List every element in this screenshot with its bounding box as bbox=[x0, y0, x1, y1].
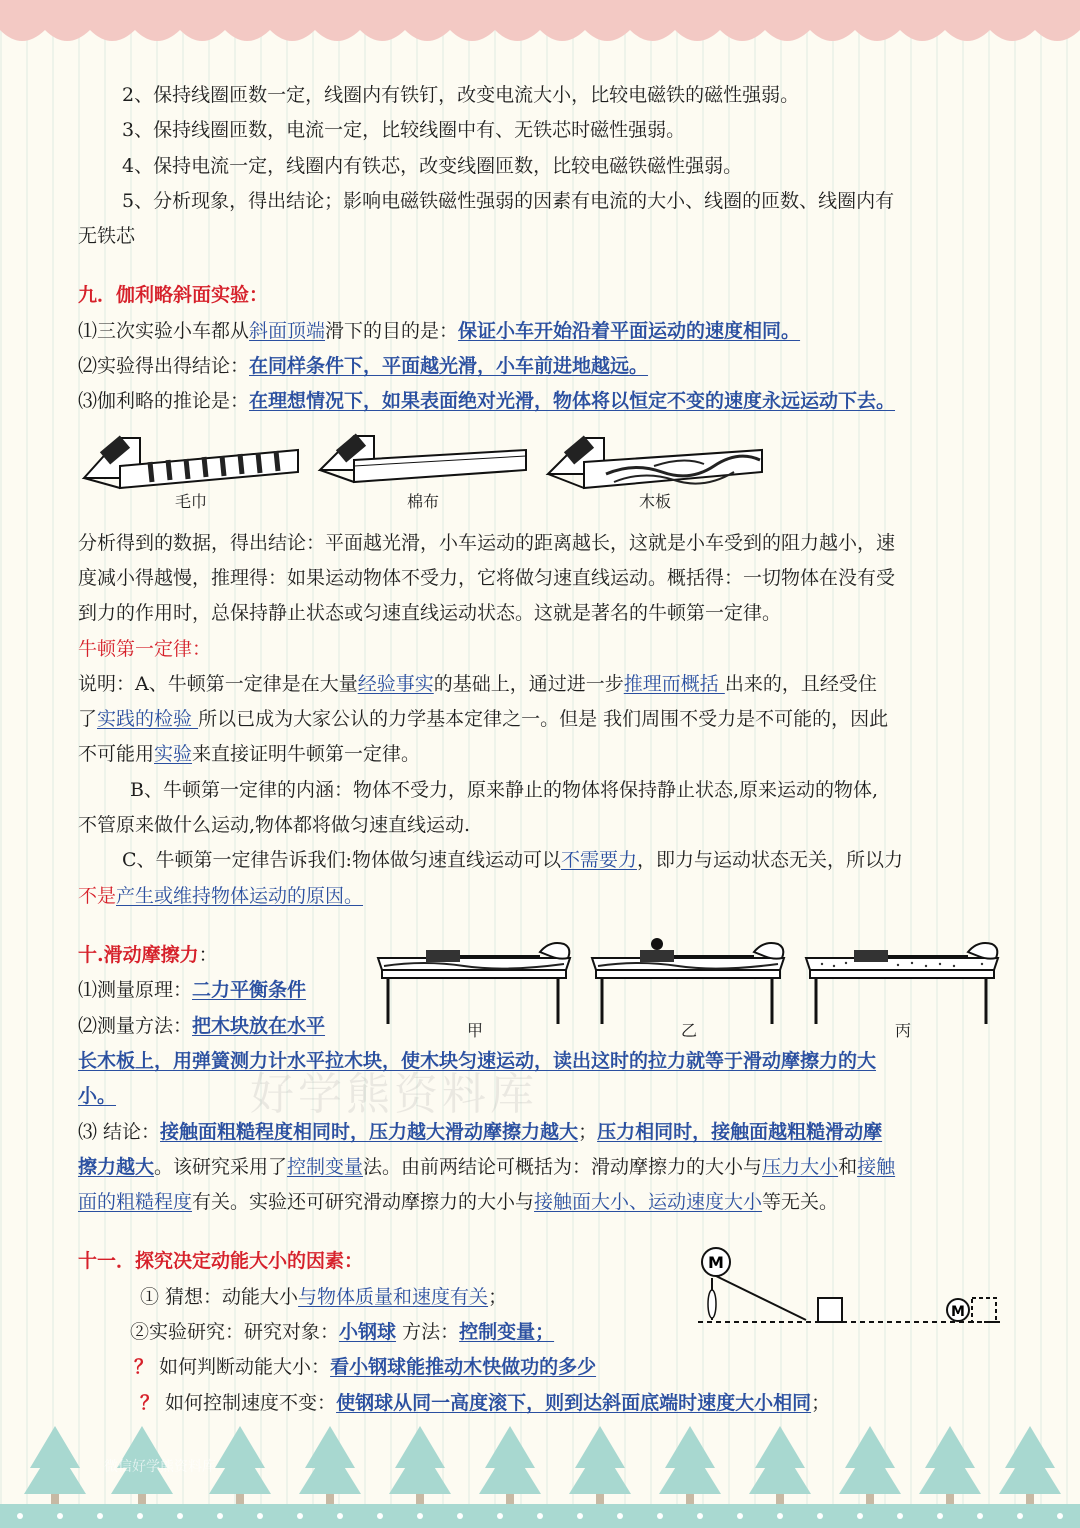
sec11-q1-mark: ？ bbox=[134, 1356, 154, 1379]
sec9-q2 bbox=[78, 349, 1004, 384]
sec9-analysis-1: 分析得到的数据，得出结论：平面越光滑，小车运动的距离越长，这就是小车受到的阻力越小，速 bbox=[78, 531, 896, 554]
item-4: 4、保持电流一定，线圈内有铁芯，改变线圈匝数，比较电磁铁磁性强弱。 bbox=[122, 154, 743, 177]
incline-figure-towel bbox=[80, 426, 302, 522]
newton-c1-post: ，即力与运动状态无关，所以力 bbox=[636, 849, 903, 872]
sec10-c1-ans1: 接触面粗糙程度相同时，压力越大滑动摩擦力越大 bbox=[160, 1120, 579, 1143]
newton-a2-pre: 了 bbox=[78, 708, 98, 731]
item-5: 5、分析现象，得出结论；影响电磁铁磁性强弱的因素有电流的大小、线圈的匝数、线圈内有 bbox=[122, 189, 895, 212]
newton-a2-ul: 实践的检验 bbox=[97, 708, 199, 731]
sec9-q1-ul: 斜面顶端 bbox=[249, 319, 326, 342]
sec10-p2 bbox=[78, 1009, 378, 1044]
sec11-q1-answer: 看小钢球能推动木快做功的多少 bbox=[330, 1356, 597, 1379]
newton-a2-post: 所以已成为大家公认的力学基本定律之一。但是 我们周围不受力是不可能的，因此 bbox=[198, 708, 889, 731]
incline-label-towel: 毛巾 bbox=[174, 492, 207, 512]
incline-figures bbox=[80, 426, 1004, 524]
newton-c1-ul: 不需要力 bbox=[560, 849, 637, 872]
friction-figure-bing bbox=[802, 930, 1004, 1048]
watermark: 好学熊资料库 bbox=[250, 1069, 538, 1120]
sec11-guess-pre: ① 猜想：动能大小 bbox=[140, 1285, 299, 1308]
sec11-q1 bbox=[78, 1350, 1004, 1385]
sec10-c2-mid: 。该研究采用了 bbox=[154, 1155, 288, 1178]
sec9-q1-answer: 保证小车开始沿着平面运动的速度相同。 bbox=[458, 319, 801, 342]
sec11-q2-answer: 使钢球从同一高度滚下，则到达斜面底端时速度大小相同 bbox=[336, 1391, 812, 1414]
newton-b-line2: 不管原来做什么运动,物体都将做匀速直线运动. bbox=[78, 814, 471, 837]
sec9-q1-pre: ⑴三次实验小车都从 bbox=[78, 319, 250, 342]
tree-icon bbox=[24, 1426, 86, 1504]
sec10-c2-ul2: 压力大小 bbox=[762, 1155, 839, 1178]
sec10-p1 bbox=[78, 973, 378, 1008]
newton-a3-pre: 不可能用 bbox=[78, 743, 155, 766]
sec10-p2-end: 小。 bbox=[78, 1085, 117, 1108]
sec10-c1-pre: ⑶ 结论： bbox=[78, 1120, 161, 1143]
section-11 bbox=[78, 1244, 1004, 1420]
section-10 bbox=[78, 938, 1004, 1044]
sec11-research-pre: ②实验研究：研究对象： bbox=[130, 1321, 340, 1344]
sec10-c2-ans: 擦力越大 bbox=[78, 1155, 155, 1178]
page-content bbox=[78, 78, 1004, 1421]
sec10-c1-sep: ； bbox=[578, 1120, 598, 1143]
sec9-q1-mid: 滑下的目的是： bbox=[325, 319, 459, 342]
sec11-research-ans1: 小钢球 bbox=[339, 1321, 397, 1344]
sec9-q2-answer: 在同样条件下，平面越光滑，小车前进地越远。 bbox=[249, 355, 649, 378]
sec10-p2-pre: ⑵测量方法： bbox=[78, 1014, 193, 1037]
newton-a3-ul: 实验 bbox=[154, 743, 193, 766]
newton-a1-mid: 的基础上，通过进一步 bbox=[433, 672, 624, 695]
sec10-left-text bbox=[78, 938, 378, 1044]
newton-a1-ul2: 推理而概括 bbox=[623, 672, 725, 695]
sec9-analysis-3: 到力的作用时，总保持静止状态或匀速直线运动状态。这就是著名的牛顿第一定律。 bbox=[78, 602, 782, 625]
section-10-heading-colon: ： bbox=[198, 943, 218, 966]
sec9-q1 bbox=[78, 314, 1004, 349]
incline-figure-wood bbox=[544, 426, 766, 522]
item-3: 3、保持线圈匝数，电流一定，比较线圈中有、无铁芯时磁性强弱。 bbox=[122, 119, 686, 142]
ball-label-2: M bbox=[951, 1304, 965, 1321]
sec10-p2-answer: 把木块放在水平 bbox=[192, 1014, 326, 1037]
sec11-q2-post: ； bbox=[811, 1391, 831, 1414]
friction-label-yi: 乙 bbox=[680, 1020, 697, 1040]
sec10-c2-ul: 控制变量 bbox=[287, 1155, 364, 1178]
sec10-conclusion-1 bbox=[78, 1115, 1004, 1150]
sec11-q2-mark: ？ bbox=[140, 1391, 160, 1414]
friction-jia-drawing bbox=[374, 930, 576, 1026]
newton-a-line1 bbox=[78, 667, 1004, 702]
sec10-p2-cont: 长木板上，用弹簧测力计水平拉木块，使木块匀速运动，读出这时的拉力就等于滑动摩擦力的大 bbox=[78, 1049, 877, 1072]
sec10-c3-post: 等无关。 bbox=[762, 1191, 839, 1214]
sec11-research-ans2: 控制变量； bbox=[459, 1321, 555, 1344]
section-10-heading-line bbox=[78, 938, 378, 973]
friction-label-bing: 丙 bbox=[894, 1020, 911, 1040]
friction-figure-yi bbox=[588, 930, 790, 1048]
sec11-research-mid: 方法： bbox=[396, 1321, 460, 1344]
sec10-c3-ul2: 接触面大小、运动速度大小 bbox=[534, 1191, 763, 1214]
newton-a-line2 bbox=[78, 702, 1004, 737]
section-9-heading: 九．伽利略斜面实验： bbox=[78, 284, 269, 307]
friction-figure-jia bbox=[374, 930, 576, 1048]
top-decorative-border bbox=[0, 0, 1080, 58]
newton-c-line2 bbox=[78, 879, 1004, 914]
newton-c2-ul: 产生或维持物体运动的原因。 bbox=[116, 884, 364, 907]
sec9-analysis-2: 度减小得越慢，推理得：如果运动物体不受力，它将做匀速直线运动。概括得：一切物体在没有受 bbox=[78, 566, 896, 589]
kinetic-energy-apparatus bbox=[694, 1244, 1008, 1344]
sec10-p1-pre: ⑴测量原理： bbox=[78, 979, 193, 1002]
sec11-q1-pre: 如何判断动能大小： bbox=[153, 1356, 331, 1379]
newton-a1-ul1: 经验事实 bbox=[357, 672, 434, 695]
newton-a1-post: 出来的，且经受住 bbox=[724, 672, 877, 695]
sec10-c2-ul3: 接触 bbox=[857, 1155, 896, 1178]
sec11-q2 bbox=[78, 1386, 1004, 1421]
sec9-q2-pre: ⑵实验得出得结论： bbox=[78, 355, 250, 378]
sec10-p1-answer: 二力平衡条件 bbox=[192, 979, 307, 1002]
newton-c-line1 bbox=[78, 843, 1004, 878]
incline-label-wood: 木板 bbox=[638, 492, 671, 512]
friction-figures bbox=[374, 930, 1004, 1048]
item-5-cont: 无铁芯 bbox=[78, 225, 136, 248]
sec11-guess-post: ； bbox=[488, 1285, 508, 1308]
incline-figure-cotton bbox=[316, 426, 530, 522]
sec9-q3 bbox=[78, 384, 1004, 419]
friction-label-jia: 甲 bbox=[466, 1020, 483, 1040]
sec9-q3-pre: ⑶伽利略的推论是： bbox=[78, 390, 250, 413]
sec10-c3-ul: 面的粗糙程度 bbox=[78, 1191, 193, 1214]
sec11-q2-pre: 如何控制速度不变： bbox=[159, 1391, 337, 1414]
newton-heading: 牛顿第一定律： bbox=[78, 637, 212, 660]
incline-label-cotton: 棉布 bbox=[406, 492, 439, 512]
newton-a1-pre: 说明：A、牛顿第一定律是在大量 bbox=[78, 672, 358, 695]
sec10-c3-mid: 有关。实验还可研究滑动摩擦力的大小与 bbox=[192, 1191, 535, 1214]
section-10-heading: 十.滑动摩擦力 bbox=[78, 943, 199, 966]
sec11-guess-answer: 与物体质量和速度有关 bbox=[298, 1285, 489, 1308]
friction-bing-drawing bbox=[802, 930, 1004, 1026]
item-2: 2、保持线圈匝数一定，线圈内有铁钉，改变电流大小，比较电磁铁的磁性强弱。 bbox=[122, 84, 800, 106]
ball-label: M bbox=[708, 1253, 724, 1273]
newton-b-line1: B、牛顿第一定律的内涵：物体不受力，原来静止的物体将保持静止状态,原来运动的物体, bbox=[130, 778, 879, 801]
sec10-conclusion-3 bbox=[78, 1185, 1004, 1220]
friction-yi-drawing bbox=[588, 930, 790, 1026]
sec10-conclusion-2 bbox=[78, 1150, 1004, 1185]
newton-a3-post: 来直接证明牛顿第一定律。 bbox=[192, 743, 421, 766]
sec9-q3-answer: 在理想情况下，如果表面绝对光滑，物体将以恒定不变的速度永远运动下去。 bbox=[249, 390, 896, 413]
newton-c2-red: 不是 bbox=[78, 884, 117, 907]
section-11-heading: 十一．探究决定动能大小的因素： bbox=[78, 1250, 364, 1273]
sec10-c2-and: 和 bbox=[838, 1155, 858, 1178]
footer-watermark: 微信好学熊资料库 bbox=[104, 1459, 216, 1475]
newton-a-line3 bbox=[78, 737, 1004, 772]
newton-c1-pre: C、牛顿第一定律告诉我们:物体做匀速直线运动可以 bbox=[122, 849, 561, 872]
sec10-c1-ans2: 压力相同时，接触面越粗糙滑动摩 bbox=[597, 1120, 883, 1143]
sec10-c2-mid2: 法。由前两结论可概括为：滑动摩擦力的大小与 bbox=[363, 1155, 763, 1178]
